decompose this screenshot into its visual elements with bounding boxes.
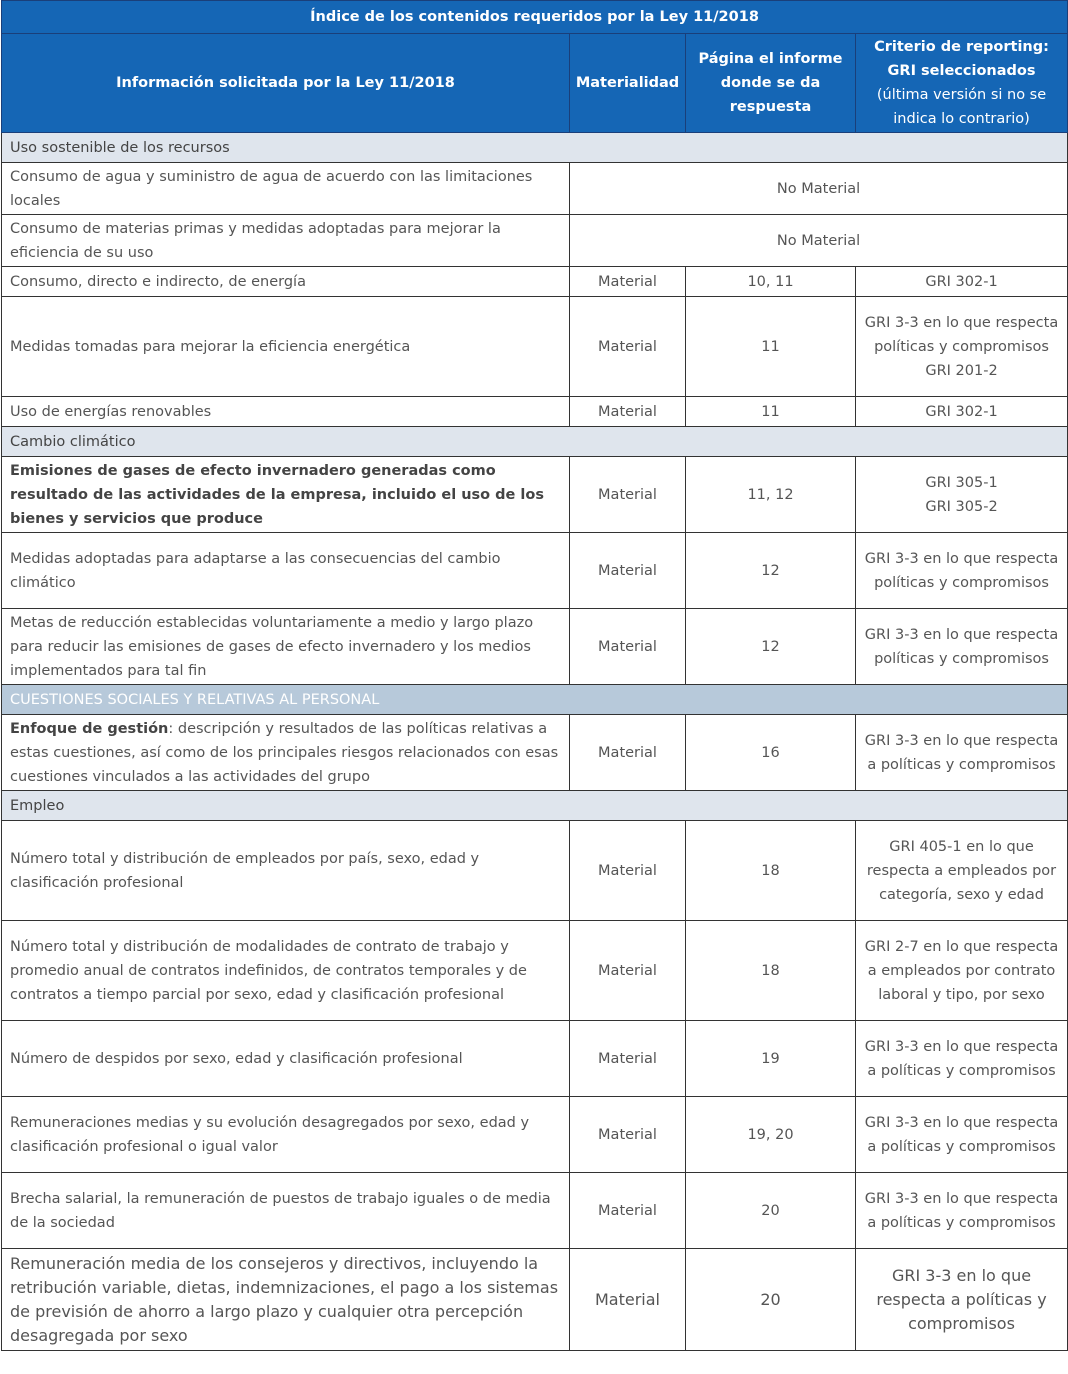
table-row	[2, 921, 1068, 1021]
header-gri-bold: Criterio de reporting: GRI seleccionados	[874, 39, 1049, 79]
row-info: Medidas adoptadas para adaptarse a las consecuencias del cambio climático	[2, 533, 570, 609]
row-gri	[856, 715, 1068, 791]
row-gri	[856, 1173, 1068, 1249]
row-page: 20	[686, 1173, 856, 1249]
table-row	[2, 457, 1068, 533]
row-page: 11, 12	[686, 457, 856, 533]
row-gri	[856, 297, 1068, 397]
row-gri	[856, 609, 1068, 685]
gri-line: GRI 3-3 en lo que respecta a políticas y compromisos	[864, 1114, 1059, 1155]
header-gri-note: (última versión si no se indica lo contrario)	[876, 87, 1047, 127]
row-info: Consumo, directo e indirecto, de energía	[2, 267, 570, 297]
table-row	[2, 715, 1068, 791]
gri-line: GRI 3-3 en lo que respecta políticas y compromisos	[864, 550, 1059, 591]
section-cuestiones-sociales: CUESTIONES SOCIALES Y RELATIVAS AL PERSONAL	[2, 685, 1068, 715]
table-row	[2, 1249, 1068, 1351]
row-info: Número de despidos por sexo, edad y clasificación profesional	[2, 1021, 570, 1097]
row-page: 11	[686, 397, 856, 427]
table-row	[2, 533, 1068, 609]
row-page: 19, 20	[686, 1097, 856, 1173]
row-materialidad: Material	[570, 533, 686, 609]
row-gri	[856, 267, 1068, 297]
table-row	[2, 1097, 1068, 1173]
table-row	[2, 1021, 1068, 1097]
header-info: Información solicitada por la Ley 11/2018	[2, 34, 570, 133]
table-title: Índice de los contenidos requeridos por la Ley 11/2018	[2, 1, 1068, 34]
gri-line: GRI 3-3 en lo que respecta políticas y compromisos	[864, 626, 1059, 667]
gri-line: GRI 2-7 en lo que respecta a empleados por contrato laboral y tipo, por sexo	[864, 938, 1059, 1003]
gri-line: GRI 3-3 en lo que respecta a políticas y compromisos	[864, 1038, 1059, 1079]
row-info: Uso de energías renovables	[2, 397, 570, 427]
row-materialidad: Material	[570, 715, 686, 791]
gri-line: GRI 201-2	[925, 362, 998, 379]
row-page: 12	[686, 533, 856, 609]
row-info: Número total y distribución de modalidades de contrato de trabajo y promedio anual de contratos indefinidos, de contratos temporales y de contratos a tiempo parcial por sexo, edad y clasificación profesional	[2, 921, 570, 1021]
section-cambio-climatico: Cambio climático	[2, 427, 1068, 457]
table-row	[2, 609, 1068, 685]
row-page: 10, 11	[686, 267, 856, 297]
row-merged-status: No Material	[570, 163, 1068, 215]
gri-line: GRI 305-1	[925, 474, 998, 491]
row-materialidad: Material	[570, 267, 686, 297]
row-page: 18	[686, 821, 856, 921]
row-gri	[856, 1249, 1068, 1351]
row-page: 20	[686, 1249, 856, 1351]
row-gri	[856, 397, 1068, 427]
row-materialidad: Material	[570, 397, 686, 427]
row-materialidad: Material	[570, 821, 686, 921]
table-row	[2, 163, 1068, 215]
row-page: 11	[686, 297, 856, 397]
row-info: Remuneración media de los consejeros y directivos, incluyendo la retribución variable, dietas, indemnizaciones, el pago a los sistemas de previsión de ahorro a largo plazo y cualquier otra percepción desagregada por sexo	[2, 1249, 570, 1351]
row-info	[2, 457, 570, 533]
table-row	[2, 215, 1068, 267]
row-materialidad: Material	[570, 1249, 686, 1351]
row-gri	[856, 457, 1068, 533]
table-row	[2, 297, 1068, 397]
row-gri	[856, 1021, 1068, 1097]
row-gri	[856, 821, 1068, 921]
gri-line: GRI 305-2	[925, 498, 998, 515]
row-merged-status: No Material	[570, 215, 1068, 267]
row-materialidad: Material	[570, 297, 686, 397]
gri-line: GRI 3-3 en lo que respecta políticas y compromisos	[864, 314, 1059, 355]
row-materialidad: Material	[570, 1097, 686, 1173]
row-info-bold: Enfoque de gestión	[10, 720, 169, 737]
table-row	[2, 267, 1068, 297]
row-page: 12	[686, 609, 856, 685]
row-info-text: : descripción y resultados de las políticas relativas a estas cuestiones, así como de los principales riesgos relacionados con esas cuestiones vinculados a las actividades del grupo	[10, 720, 559, 785]
row-gri	[856, 533, 1068, 609]
row-info: Número total y distribución de empleados por país, sexo, edad y clasificación profesional	[2, 821, 570, 921]
gri-line: GRI 3-3 en lo que respecta a políticas y compromisos	[864, 1190, 1059, 1231]
row-info	[2, 715, 570, 791]
row-materialidad: Material	[570, 457, 686, 533]
row-info: Consumo de agua y suministro de agua de acuerdo con las limitaciones locales	[2, 163, 570, 215]
table-row	[2, 397, 1068, 427]
row-page: 16	[686, 715, 856, 791]
table-row	[2, 1173, 1068, 1249]
gri-line: GRI 302-1	[925, 403, 998, 420]
row-info: Remuneraciones medias y su evolución desagregados por sexo, edad y clasificación profesional o igual valor	[2, 1097, 570, 1173]
row-info: Metas de reducción establecidas voluntariamente a medio y largo plazo para reducir las emisiones de gases de efecto invernadero y los medios implementados para tal fin	[2, 609, 570, 685]
gri-line: GRI 405-1 en lo que respecta a empleados por categoría, sexo y edad	[866, 838, 1057, 903]
row-info-bold: Emisiones de gases de efecto invernadero generadas como resultado de las actividades de la empresa, incluido el uso de los bienes y servicios que produce	[10, 462, 544, 527]
gri-line: GRI 3-3 en lo que respecta a políticas y compromisos	[876, 1265, 1047, 1333]
section-uso-sostenible: Uso sostenible de los recursos	[2, 133, 1068, 163]
row-materialidad: Material	[570, 1021, 686, 1097]
row-info: Medidas tomadas para mejorar la eficiencia energética	[2, 297, 570, 397]
ley-11-2018-index-table	[1, 0, 1068, 1351]
row-page: 19	[686, 1021, 856, 1097]
section-empleo: Empleo	[2, 791, 1068, 821]
row-page: 18	[686, 921, 856, 1021]
row-materialidad: Material	[570, 921, 686, 1021]
row-info: Consumo de materias primas y medidas adoptadas para mejorar la eficiencia de su uso	[2, 215, 570, 267]
header-materialidad: Materialidad	[570, 34, 686, 133]
gri-line: GRI 302-1	[925, 273, 998, 290]
row-gri	[856, 921, 1068, 1021]
row-materialidad: Material	[570, 1173, 686, 1249]
row-info: Brecha salarial, la remuneración de puestos de trabajo iguales o de media de la sociedad	[2, 1173, 570, 1249]
row-materialidad: Material	[570, 609, 686, 685]
row-gri	[856, 1097, 1068, 1173]
header-gri	[856, 34, 1068, 133]
header-page: Página el informe donde se da respuesta	[686, 34, 856, 133]
table-row	[2, 821, 1068, 921]
gri-line: GRI 3-3 en lo que respecta a políticas y compromisos	[864, 732, 1059, 773]
